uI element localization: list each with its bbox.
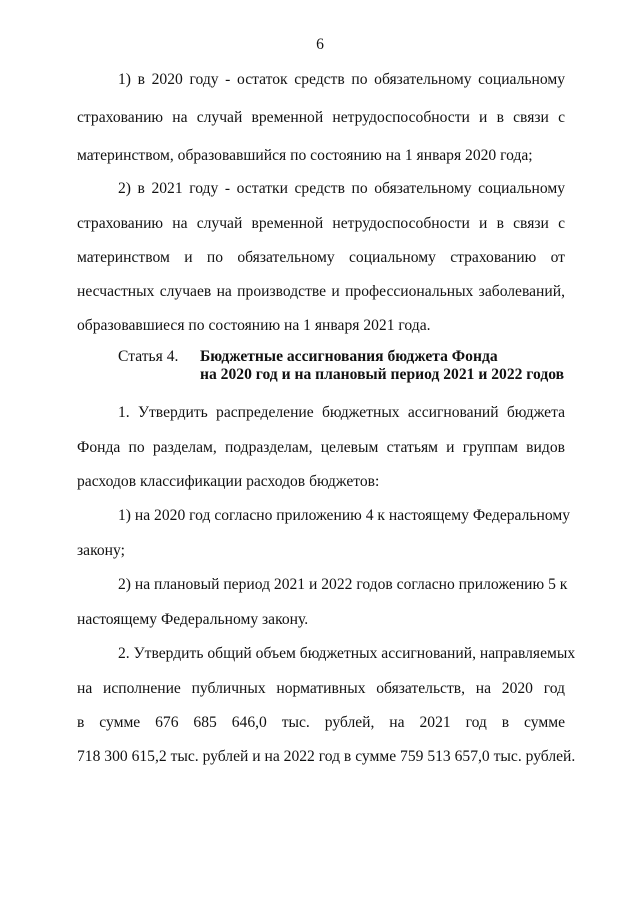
para2-line4: несчастных случаев на производстве и профессиональных заболеваний, (77, 283, 565, 300)
article-title-line1: Бюджетные ассигнования бюджета Фонда (200, 348, 498, 365)
para5-line1: 2) на плановый период 2021 и 2022 годов согласно приложению 5 к (118, 576, 568, 593)
para2-line3: материнством и по обязательному социальному страхованию от (77, 249, 565, 266)
para6-line1: 2. Утвердить общий объем бюджетных ассигнований, направляемых (118, 645, 576, 662)
para5-line2: настоящему Федеральному закону. (77, 611, 309, 628)
para2-line1: 2) в 2021 году - остатки средств по обязательному социальному (118, 180, 565, 197)
para3-line2: Фонда по разделам, подразделам, целевым статьям и группам видов (77, 439, 565, 456)
para6-line3: в сумме 676 685 646,0 тыс. рублей, на 2021 год в сумме (77, 714, 565, 731)
para3-line1: 1. Утвердить распределение бюджетных ассигнований бюджета (118, 404, 565, 421)
para1-line3: материнством, образовавшийся по состоянию на 1 января 2020 года; (77, 147, 533, 164)
para6-line4: 718 300 615,2 тыс. рублей и на 2022 год в сумме 759 513 657,0 тыс. рублей. (77, 748, 576, 765)
para4-line2: закону; (77, 542, 125, 559)
para1-line1: 1) в 2020 году - остаток средств по обязательному социальному (118, 71, 565, 88)
para6-line2: на исполнение публичных нормативных обязательств, на 2020 год (77, 680, 565, 697)
para3-line3: расходов классификации расходов бюджетов: (77, 473, 380, 490)
para2-line5: образовавшиеся по состоянию на 1 января 2021 года. (77, 317, 431, 334)
article-title (200, 348, 564, 384)
para4-line1: 1) на 2020 год согласно приложению 4 к настоящему Федеральному (118, 507, 570, 524)
article-label: Статья 4. (118, 348, 179, 365)
page-number: 6 (316, 36, 324, 53)
article-title-line2: на 2020 год и на плановый период 2021 и 2022 годов (200, 366, 565, 383)
para1-line2: страхованию на случай временной нетрудоспособности и в связи с (77, 109, 565, 126)
para2-line2: страхованию на случай временной нетрудоспособности и в связи с (77, 215, 565, 232)
